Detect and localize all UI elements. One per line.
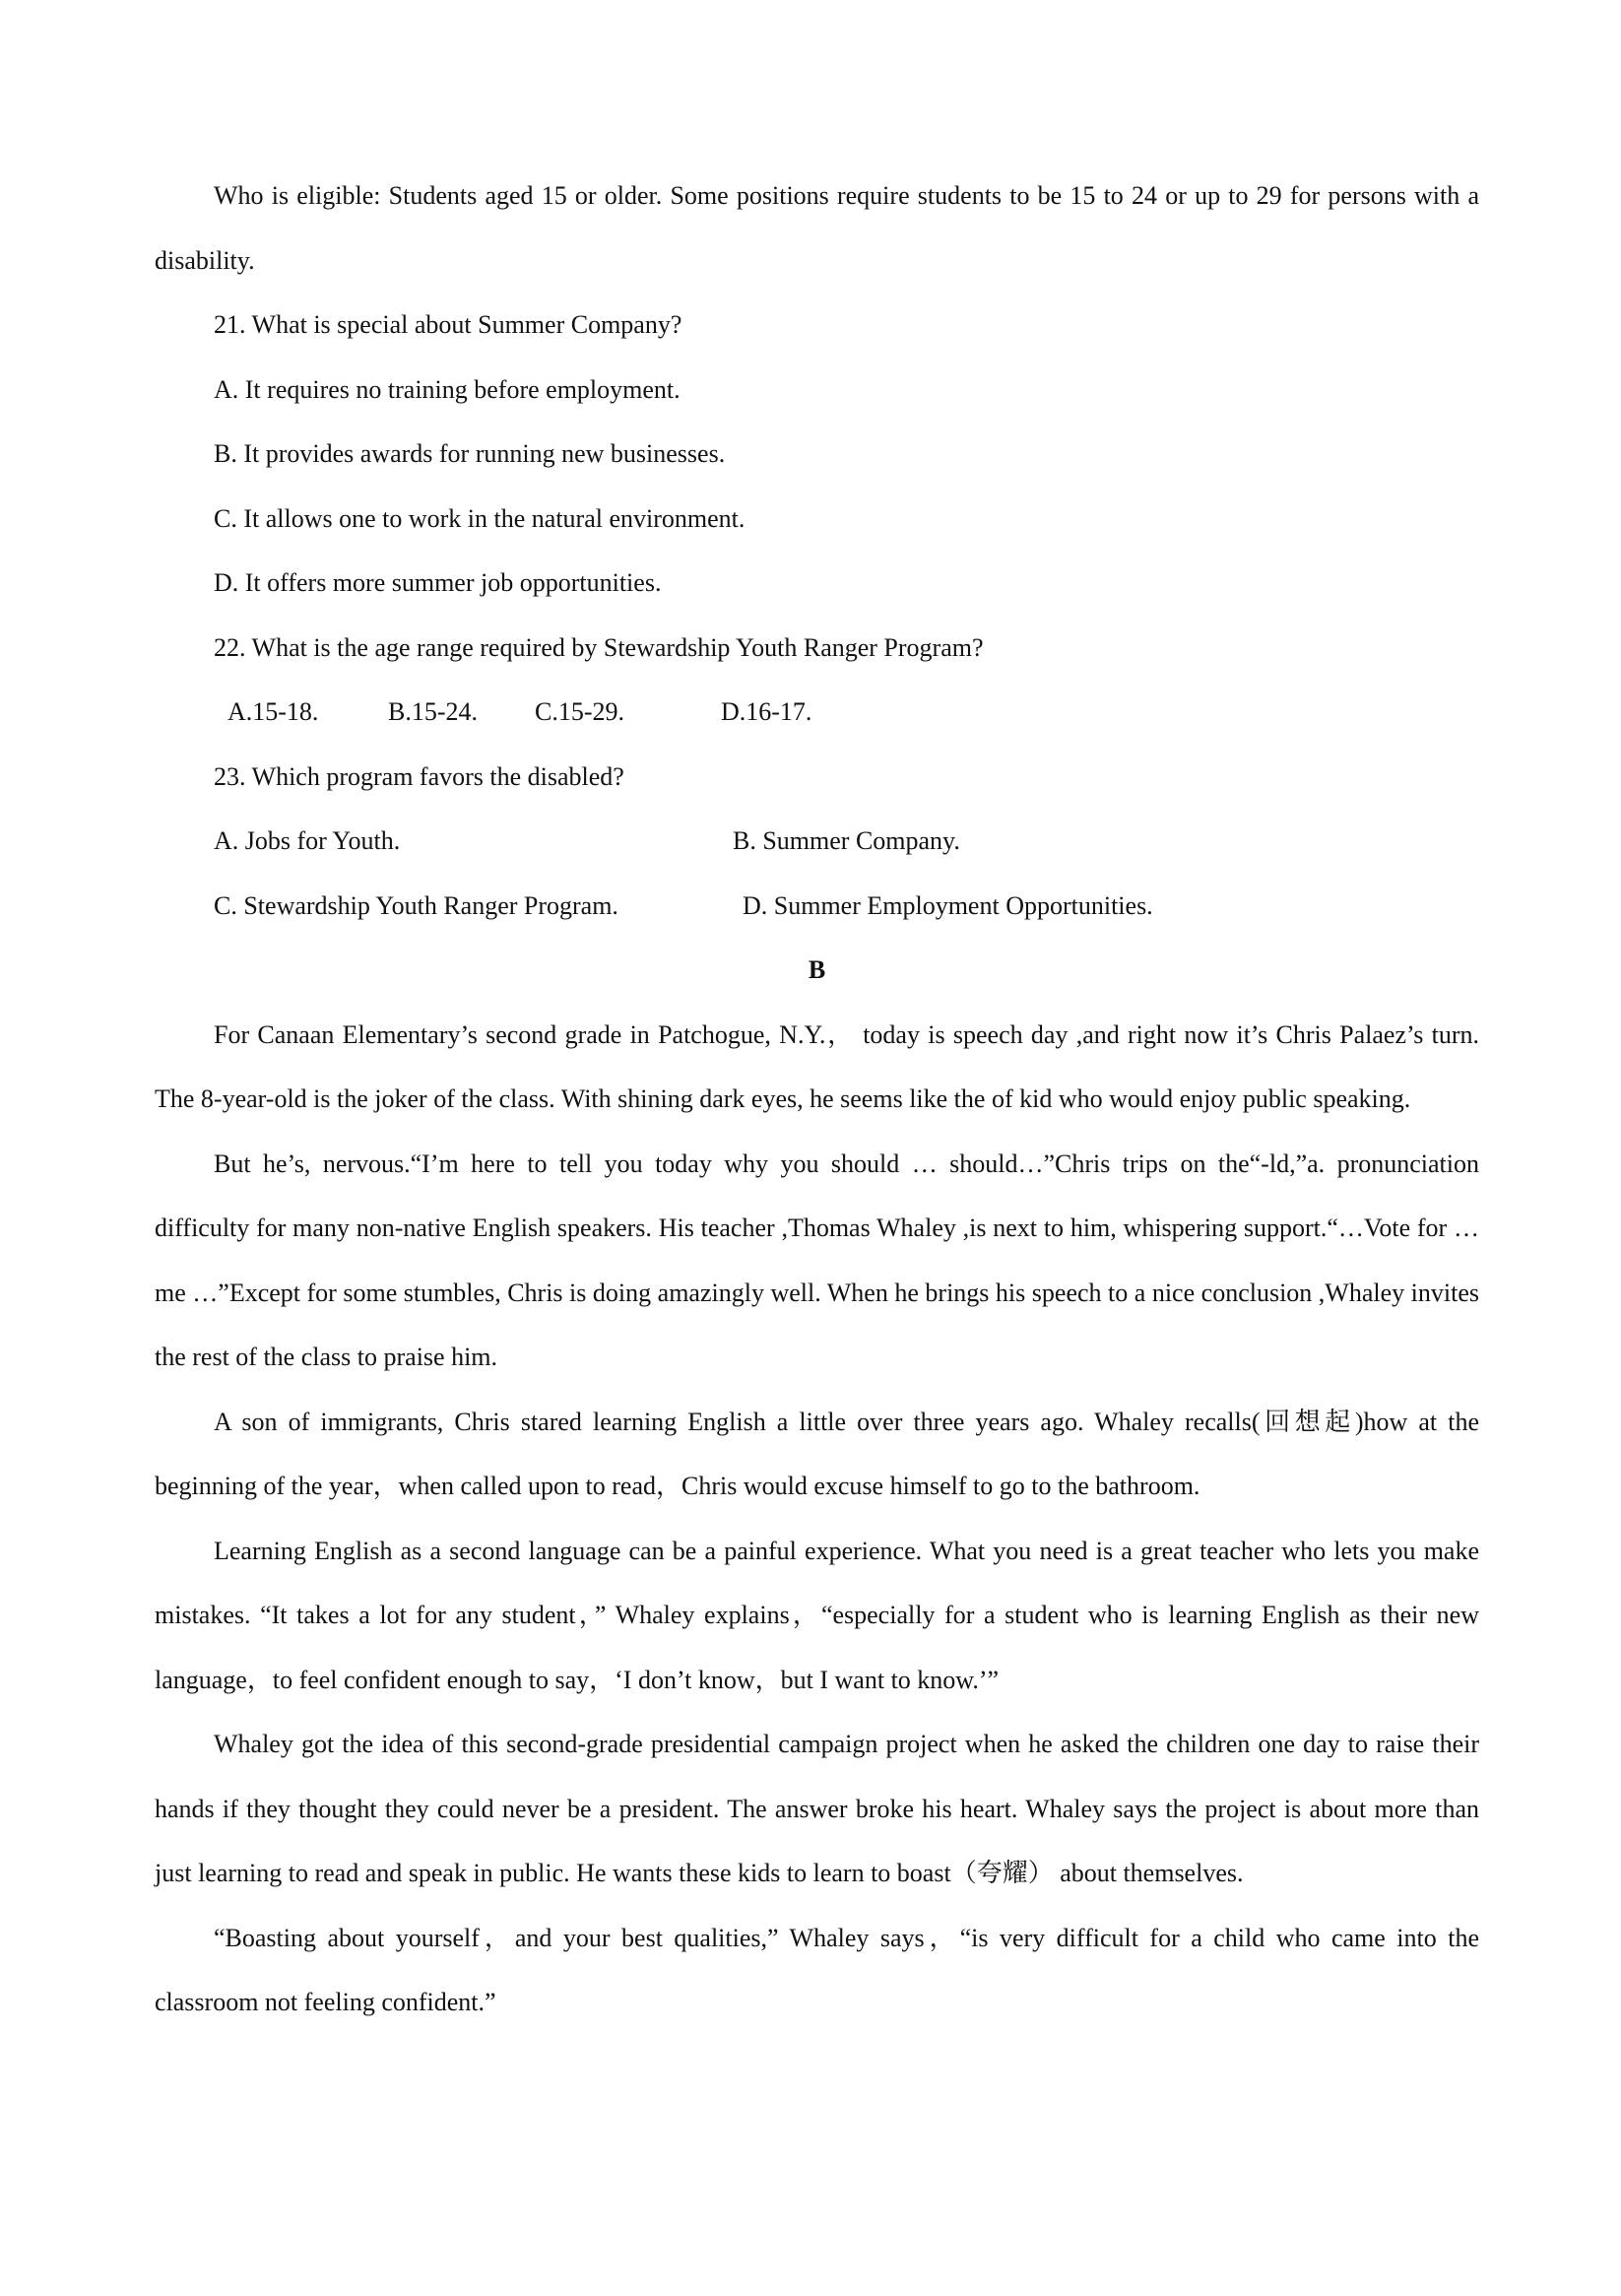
- question-22: [155, 616, 1479, 745]
- options-row-2: [155, 874, 1479, 939]
- passage-paragraph-1: For Canaan Elementary’s second grade in Patchogue, N.Y.， today is speech day ,and right now it’s Chris Palaez’s turn. The 8-year-old is the joker of the class. With shining dark eyes, he seems like the of kid who would enjoy public speaking.: [155, 1019, 1479, 1113]
- section-b-title: B: [808, 955, 826, 984]
- question-text: 23. Which program favors the disabled?: [214, 761, 624, 791]
- option-c: C.15-29.: [535, 697, 624, 726]
- option-a: A. Jobs for Youth.: [214, 826, 401, 855]
- option-b: B. It provides awards for running new businesses.: [214, 439, 726, 468]
- option-b: B. Summer Company.: [733, 826, 960, 855]
- option-a: A. It requires no training before employment.: [214, 374, 681, 404]
- option-d: D. Summer Employment Opportunities.: [743, 890, 1153, 920]
- passage-paragraph-6: “Boasting about yourself，and your best qualities,” Whaley says，“is very difficult for a child who came into the classroom not feeling confident.”: [155, 1923, 1479, 2016]
- options-row: [155, 680, 1479, 745]
- option-b: B.15-24.: [388, 697, 478, 726]
- eligibility-paragraph: Who is eligible: Students aged 15 or older. Some positions require students to be 15 to 24 or up to 29 for persons with a disability.: [155, 181, 1479, 275]
- option-a: A.15-18.: [227, 697, 319, 726]
- option-d: D.16-17.: [721, 697, 812, 726]
- passage-paragraph-3: A son of immigrants, Chris stared learning English a little over three years ago. Whaley recalls(回想起)how at the beginning of the year，when called upon to read，Chris would excuse himself to go to the bathroom.: [155, 1407, 1479, 1500]
- option-d: D. It offers more summer job opportunities.: [214, 568, 662, 597]
- question-23: [155, 745, 1479, 939]
- question-text: 22. What is the age range required by Stewardship Youth Ranger Program?: [214, 632, 984, 662]
- passage-paragraph-4: Learning English as a second language can be a painful experience. What you need is a great teacher who lets you make mistakes. “It takes a lot for any student，” Whaley explains，“especially for a student who is learning English as their new language，to feel confident enough to say，‘I don’t know，but I want to know.’”: [155, 1536, 1479, 1694]
- option-c: C. It allows one to work in the natural environment.: [214, 503, 746, 533]
- question-21: [155, 293, 1479, 616]
- section-b-passage: [155, 1003, 1479, 2035]
- passage-paragraph-5: Whaley got the idea of this second-grade presidential campaign project when he asked the children one day to raise their hands if they thought they could never be a president. The answer broke his heart. Whaley says the project is about more than just learning to read and speak in public. He wants these kids to learn to boast（夸耀） about themselves.: [155, 1730, 1479, 1887]
- question-text: 21. What is special about Summer Company?: [214, 310, 682, 339]
- passage-paragraph-2: But he’s, nervous.“I’m here to tell you today why you should … should…”Chris trips on the“-ld,”a. pronunciation difficulty for many non-native English speakers. His teacher ,Thomas Whaley ,is next to him, whispering support.“…Vote for …me …”Except for some stumbles, Chris is doing amazingly well. When he brings his speech to a nice conclusion ,Whaley invites the rest of the class to praise him.: [155, 1148, 1479, 1371]
- option-c: C. Stewardship Youth Ranger Program.: [214, 890, 618, 920]
- options-row-1: [155, 809, 1479, 874]
- document-content: [155, 164, 1479, 2035]
